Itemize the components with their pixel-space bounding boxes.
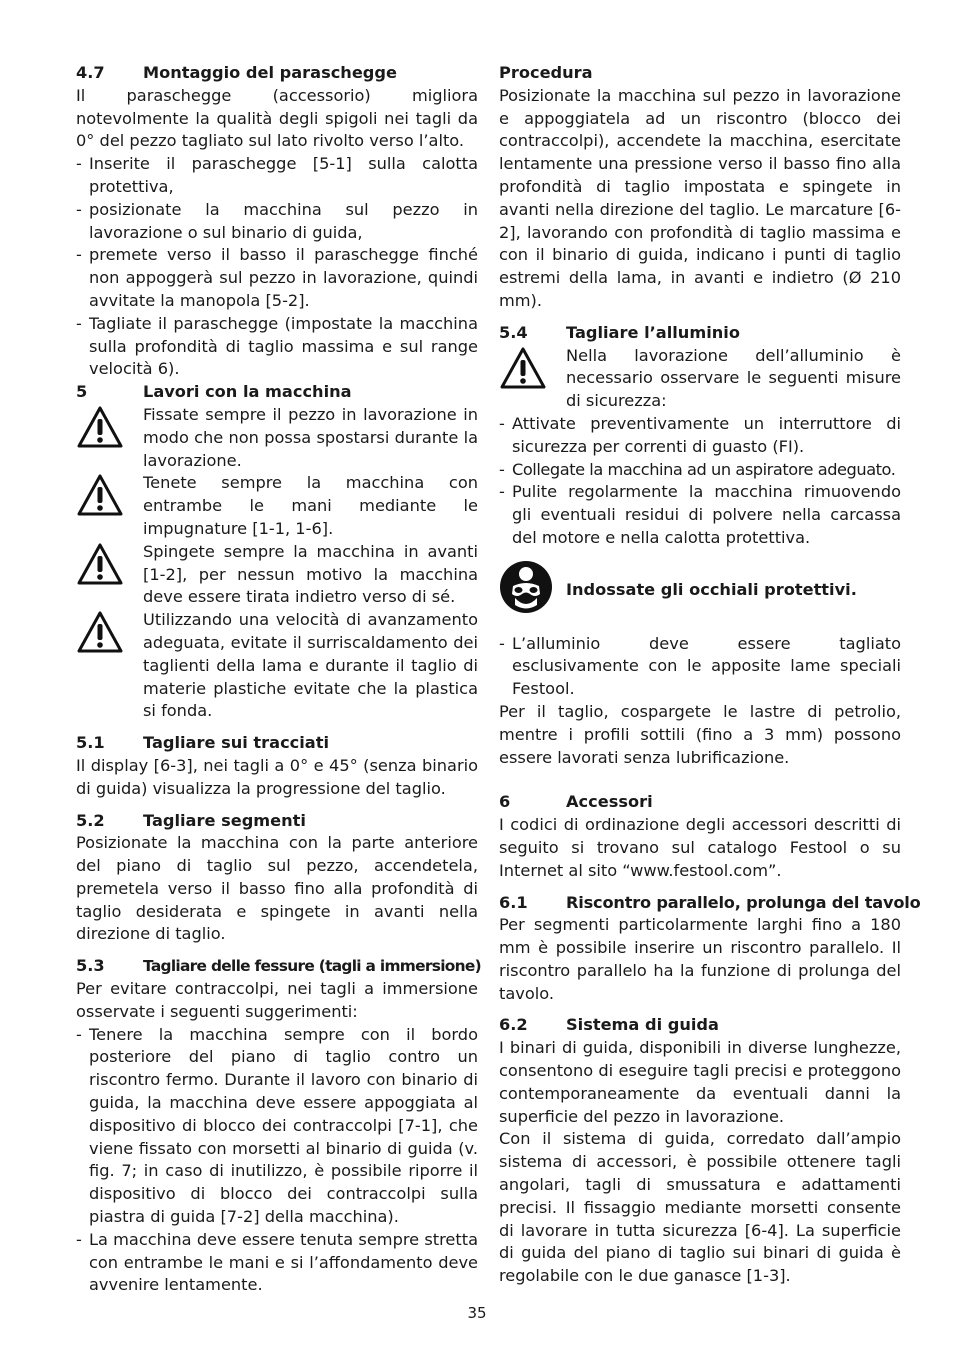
paragraph: Per segmenti particolarmente larghi fino a 180 mm è possibile inserire un riscontro parallelo. Il riscontro parallelo ha la funzione di prolunga del tavolo. (499, 915, 901, 1003)
warning-text: Fissate sempre il pezzo in lavorazione in modo che non possa spostarsi durante la lavorazione. (143, 404, 478, 470)
bullet-list (499, 413, 901, 550)
list-item: - Pulite regolarmente la macchina rimuovendo gli eventuali residui di polvere nella carcassa del motore e nella calotta protettiva. (499, 481, 901, 549)
warning-block (76, 404, 478, 472)
paragraph: I binari di guida, disponibili in diverse lunghezze, consentono di eseguire tagli precisi e proteggono contemporaneamente da eventuali danni la superficie del pezzo in lavorazione. (499, 1038, 901, 1126)
goggles-notice (499, 560, 901, 621)
page-number: 35 (467, 1304, 487, 1322)
procedure-heading (499, 62, 901, 85)
section-heading-5-3 (76, 955, 482, 978)
section-title: Tagliare l’alluminio (566, 322, 740, 342)
warning-text: Tenete sempre la macchina con entrambe le mani mediante le impugnature [1-1, 1-6]. (143, 473, 478, 538)
warning-triangle-icon (76, 609, 143, 661)
warning-triangle-icon (76, 404, 143, 456)
section-title: Procedura (499, 63, 593, 82)
section-heading-4-7 (76, 62, 478, 85)
section-number: 5.2 (76, 810, 105, 830)
goggles-text: Indossate gli occhiali protettivi. (566, 579, 857, 599)
list-item: - premete verso il basso il paraschegge finché non appoggerà sul pezzo in lavorazione, quindi avvitate la manopola [5-2]. (76, 244, 478, 312)
warning-block (499, 345, 901, 413)
section-title: Riscontro parallelo, prolunga del tavolo (566, 892, 921, 912)
section-title: Tagliare sui tracciati (143, 733, 330, 753)
section-number: 5.4 (499, 322, 528, 342)
section-title: Accessori (566, 792, 653, 812)
section-number: 5 (76, 382, 88, 402)
warning-block (76, 472, 478, 540)
paragraph: I codici di ordinazione degli accessori descritti di seguito si trovano sul catalogo Festool o su Internet al sito “www.festool.com”. (499, 815, 901, 880)
section-heading-5-2 (76, 810, 478, 833)
paragraph: Posizionate la macchina sul pezzo in lavorazione e appoggiatela ad un riscontro (blocco dei contraccolpi), accendete la macchina, esercitate lentamente una pressione verso il basso fino alla profondità di taglio impostata e spingete in avanti nella direzione del taglio. Le marcature [6-2], lavorando con profondità di taglio massima e con il binario di guida, indicano i punti di taglio estremi della lama, in avanti e indietro (Ø 210 mm). (499, 85, 901, 310)
list-item: - Collegate la macchina ad un aspiratore adeguato. (499, 459, 901, 482)
paragraph: Il display [6-3], nei tagli a 0° e 45° (senza binario di guida) visualizza la progressione del taglio. (76, 755, 478, 798)
section-number: 6 (499, 792, 511, 812)
section-heading-5-1 (76, 732, 478, 755)
section-number: 6.2 (499, 1015, 528, 1035)
section-heading-5-4 (499, 322, 901, 345)
section-number: 6.1 (499, 892, 528, 912)
warning-text: Spingete sempre la macchina in avanti [1-2], per nessun motivo la macchina deve essere tirata indietro verso di sé. (143, 541, 478, 607)
paragraph: Per evitare contraccolpi, nei tagli a immersione osservate i seguenti suggerimenti: (76, 979, 478, 1021)
list-item: - L’alluminio deve essere tagliato esclusivamente con le apposite lame speciali Festool. (499, 633, 901, 701)
left-column (76, 62, 482, 1297)
safety-goggles-icon (499, 560, 566, 621)
list-item: - posizionate la macchina sul pezzo in lavorazione o sul binario di guida, (76, 199, 478, 245)
list-item: - Attivate preventivamente un interruttore di sicurezza per correnti di guasto (FI). (499, 413, 901, 459)
warning-text: Utilizzando una velocità di avanzamento adeguata, evitate il surriscaldamento dei taglienti della lama e durante il taglio di materie plastiche evitate che la plastica si fonda. (143, 610, 478, 721)
section-heading-6-1 (499, 892, 921, 915)
list-item: - Inserite il paraschegge [5-1] sulla calotta protettiva, (76, 153, 478, 199)
paragraph: Il paraschegge (accessorio) migliora notevolmente la qualità degli spigoli nei tagli da 0° del pezzo tagliato sul lato rivolto verso l’alto. (76, 85, 478, 151)
section-title: Tagliare delle fessure (tagli a immersione) (143, 957, 482, 976)
list-item: - Tagliate il paraschegge (impostate la macchina sulla profondità di taglio massima e sul range velocità 6). (76, 313, 478, 381)
right-column (499, 62, 921, 1288)
bullet-list (76, 153, 478, 381)
warning-triangle-icon (76, 541, 143, 593)
bullet-list (499, 633, 901, 701)
warning-text: Nella lavorazione dell’alluminio è necessario osservare le seguenti misure di sicurezza: (566, 345, 901, 411)
section-heading-6 (499, 791, 901, 814)
bullet-list (76, 1024, 478, 1298)
warning-block (76, 541, 478, 609)
list-item: - Tenere la macchina sempre con il bordo posteriore del piano di taglio contro un riscontro fermo. Durante il lavoro con binario di guida, la macchina deve essere appoggiata al dispositivo di blocco dei contraccolpi [7-1], che viene fissato con morsetti al binario di guida (v. fig. 7; in caso di inutilizzo, è possibile riporre il dispositivo di blocco dei contraccolpi sulla piastra di guida [7-2] della macchina). (76, 1024, 478, 1229)
paragraph: Posizionate la macchina con la parte anteriore del piano di taglio sul pezzo, accendetela, premetela verso il basso fino alla profondità di taglio desiderata e spingete in avanti nella direzione di taglio. (76, 833, 478, 944)
paragraph: Per il taglio, cospargete le lastre di petrolio, mentre i profili sottili (fino a 3 mm) possono essere lavorati senza lubrificazione. (499, 701, 901, 767)
paragraph: Con il sistema di guida, corredato dall’ampio sistema di accessori, è possibile ottenere tagli angolari, tagli di smussatura e adattamenti precisi. Il fissaggio mediante morsetti consente di lavorare in tutta sicurezza [6-4]. La superficie di guida del piano di taglio sui binari di guida è regolabile con le due ganasce [1-3]. (499, 1129, 901, 1286)
section-heading-6-2 (499, 1014, 901, 1037)
section-number: 5.3 (76, 956, 105, 976)
warning-triangle-icon (76, 472, 143, 524)
list-item: - La macchina deve essere tenuta sempre stretta con entrambe le mani e si l’affondamento deve avvenire lentamente. (76, 1229, 478, 1297)
section-title: Sistema di guida (566, 1015, 719, 1035)
section-number: 4.7 (76, 63, 105, 82)
warning-triangle-icon (499, 345, 566, 397)
section-title: Lavori con la macchina (143, 382, 352, 402)
section-heading-5 (76, 381, 478, 404)
section-number: 5.1 (76, 733, 105, 753)
section-title: Tagliare segmenti (143, 810, 306, 830)
section-title: Montaggio del paraschegge (143, 63, 397, 82)
warning-block (76, 609, 478, 723)
